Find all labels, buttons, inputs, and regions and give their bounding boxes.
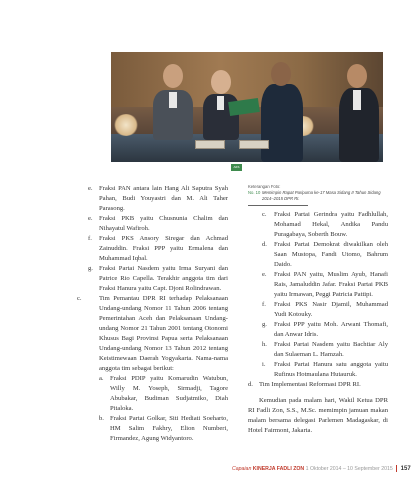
section-marker: d.: [248, 381, 253, 388]
caption-text: Memimpin Rapat Paripurna ke-17 Masa Sidang II Tahun Sidang 2014–2015 DPR RI.: [262, 190, 381, 201]
list-item: [262, 340, 388, 360]
sub-item: [88, 374, 228, 414]
sub-marker: a.: [99, 375, 104, 382]
section-text: Tim Pemantau DPR RI terhadap Pelaksanaan Undang-undang Nomor 11 Tahun 2006 tentang Pemerintahan Aceh dan Pelaksanaan Undang-undang Nomor 21 Tahun 2001 tentang Otonomi Khusus Bagi Provinsi Papua serta Pelaksanaan Undang-undang Nomor 13 Tahun 2012 tentang Keistimewaan Daerah Yogyakarta. Nama-nama anggota tim sebagai berikut:: [99, 295, 228, 372]
item-marker: i.: [262, 361, 266, 368]
ceremony-photo: [111, 52, 383, 162]
item-marker: c.: [262, 211, 267, 218]
list-item: [262, 320, 388, 340]
photo-nameplate-2: [239, 140, 269, 149]
photo-nameplate-1: [195, 140, 225, 149]
photo-person-1-shirt: [169, 92, 177, 108]
list-item: [262, 210, 388, 240]
page-footer: [232, 464, 411, 474]
list-item: [262, 270, 388, 300]
sub-marker: b.: [99, 415, 104, 422]
item-text: Fraksi PKB yaitu Chusnunia Chalim dan Nihayatul Wafiroh.: [99, 215, 228, 232]
photo-person-1-head: [163, 64, 183, 88]
sub-text: Fraksi PDIP yaitu Komarudin Watubun, Willy M. Yoseph, Sirmadji, Tagore Abubakar, Budiman Sudjatmiko, Diah Pitaloka.: [110, 375, 228, 412]
list-item: [88, 234, 228, 264]
item-text: Fraksi Partai Hanura satu anggota yaitu Rufinus Hotmaulana Hutauruk.: [274, 361, 388, 378]
item-text: Fraksi PKS Nasir Djamil, Muhammad Yudi Kotouky.: [274, 301, 388, 318]
photo-person-4-head: [347, 64, 367, 88]
item-marker: e.: [262, 271, 267, 278]
footer-dates: 1 Oktober 2014 – 10 September 2015: [305, 466, 393, 472]
item-marker: e.: [88, 185, 93, 192]
item-text: Fraksi Partai Gerindra yaitu Fadhlullah, Mohamad Hekal, Andika Pandu Puragabaya, Soberth Bouw.: [274, 211, 388, 238]
photo-person-3-head: [271, 62, 291, 86]
photo-person-2-shirt: [217, 96, 224, 110]
item-marker: g.: [88, 265, 93, 272]
item-text: Fraksi PKS Ansory Siregar dan Achmad Zainuddin. Fraksi PPP yaitu Ermalena dan Muhammad Iqbal.: [99, 235, 228, 262]
photo-tag: ARS: [231, 164, 242, 171]
right-list: [248, 210, 388, 380]
photo-person-2-head: [211, 70, 231, 94]
item-marker: f.: [262, 301, 266, 308]
item-text: Fraksi Partai Demokrat diwakilkan oleh Saan Mustopa, Fandi Utomo, Bahrum Daido.: [274, 241, 388, 268]
item-text: Fraksi Partai Nasdem yaitu Bachtiar Aly dan Sulaeman L. Hamzah.: [274, 341, 388, 358]
item-marker: d.: [262, 241, 267, 248]
list-item: [262, 300, 388, 320]
caption-divider: [248, 205, 308, 206]
caption-number: No. 10: [248, 190, 261, 195]
footer-brand: KINERJA FADLI ZON: [252, 466, 305, 472]
item-marker: h.: [262, 341, 267, 348]
sub-item: [88, 414, 228, 444]
photo-person-4-shirt: [353, 90, 361, 110]
photo-flowers-left: [113, 114, 139, 136]
closing-paragraph: Kemudian pada malam hari, Wakil Ketua DPR RI Fadli Zon, S.S., M.Sc. memimpin jamuan makan malam bersama delegasi Parlemen Madagaskar, di Hotel Fairmont, Jakarta.: [248, 397, 388, 434]
photo-caption: [248, 190, 388, 202]
list-item: [88, 184, 228, 214]
section-marker: c.: [77, 295, 82, 302]
item-marker: f.: [88, 235, 92, 242]
page-number: 157: [400, 466, 411, 472]
list-item: [88, 264, 228, 294]
list-item: [88, 214, 228, 234]
photo-person-3: [261, 84, 303, 162]
right-column: [248, 184, 388, 436]
footer-prefix: Capaian: [232, 466, 252, 472]
item-text: Fraksi PPP yaitu Moh. Arwani Thomafi, dan Anwar Idris.: [274, 321, 388, 338]
footer-divider: [396, 465, 397, 472]
section-d: [248, 380, 388, 390]
section-c: [77, 294, 228, 374]
left-column: [77, 184, 228, 444]
photo-green-folder: [228, 98, 260, 116]
item-marker: g.: [262, 321, 267, 328]
sub-text: Fraksi Partai Golkar, Siti Hediati Soeharto, HM Salim Fakhry, Elion Numberi, Firmandez, Agung Widyantoro.: [110, 415, 228, 442]
item-text: Fraksi PAN yaitu, Muslim Ayub, Hanafi Rais, Jamaluddin Jafar. Fraksi Partai PKB yaitu Irmawan, Peggi Patricia Pattipi.: [274, 271, 388, 298]
item-text: Fraksi PAN antara lain Hang Ali Saputra Syah Pahan, Budi Youyastri dan M. Ali Taher Parasong.: [99, 185, 228, 212]
list-item: [262, 360, 388, 380]
item-marker: e.: [88, 215, 93, 222]
section-text: Tim Implementasi Reformasi DPR RI.: [259, 381, 361, 388]
item-text: Fraksi Partai Nasdem yaitu Irma Suryani dan Patrice Rio Capella. Terakhir anggota tim dari Fraksi Hanura yaitu Capt. Djoni Rolindrawan.: [99, 265, 228, 292]
list-item: [262, 240, 388, 270]
caption-label: Keterangan Foto:: [248, 184, 281, 189]
